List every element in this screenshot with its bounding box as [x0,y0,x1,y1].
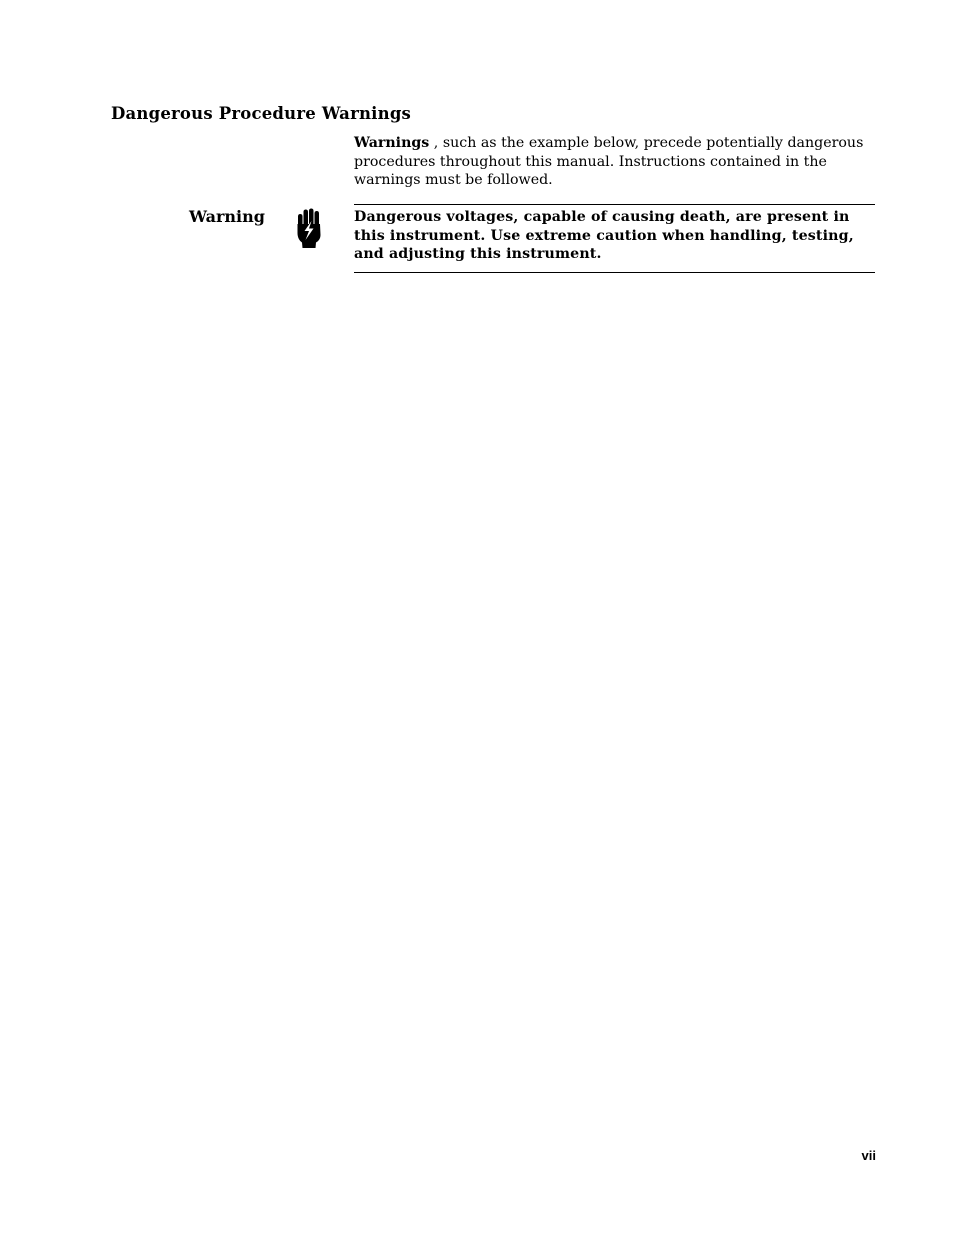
section-heading: Dangerous Procedure Warnings [111,104,412,123]
warning-label: Warning [189,207,265,226]
intro-text: , such as the example below, precede potentially dangerous procedures throughout this manual. Instructions contained in the warnings must be followed. [354,135,864,188]
intro-lead: Warnings [354,135,430,151]
warning-bottom-rule [354,272,875,273]
warning-text: Dangerous voltages, capable of causing death, are present in this instrument. Use extreme caution when handling, testing, and adjusting this instrument. [354,209,854,263]
intro-paragraph [354,134,876,190]
hand-lightning-warning-icon [295,208,323,248]
warning-top-rule [354,204,875,205]
page-number: vii [861,1148,876,1163]
